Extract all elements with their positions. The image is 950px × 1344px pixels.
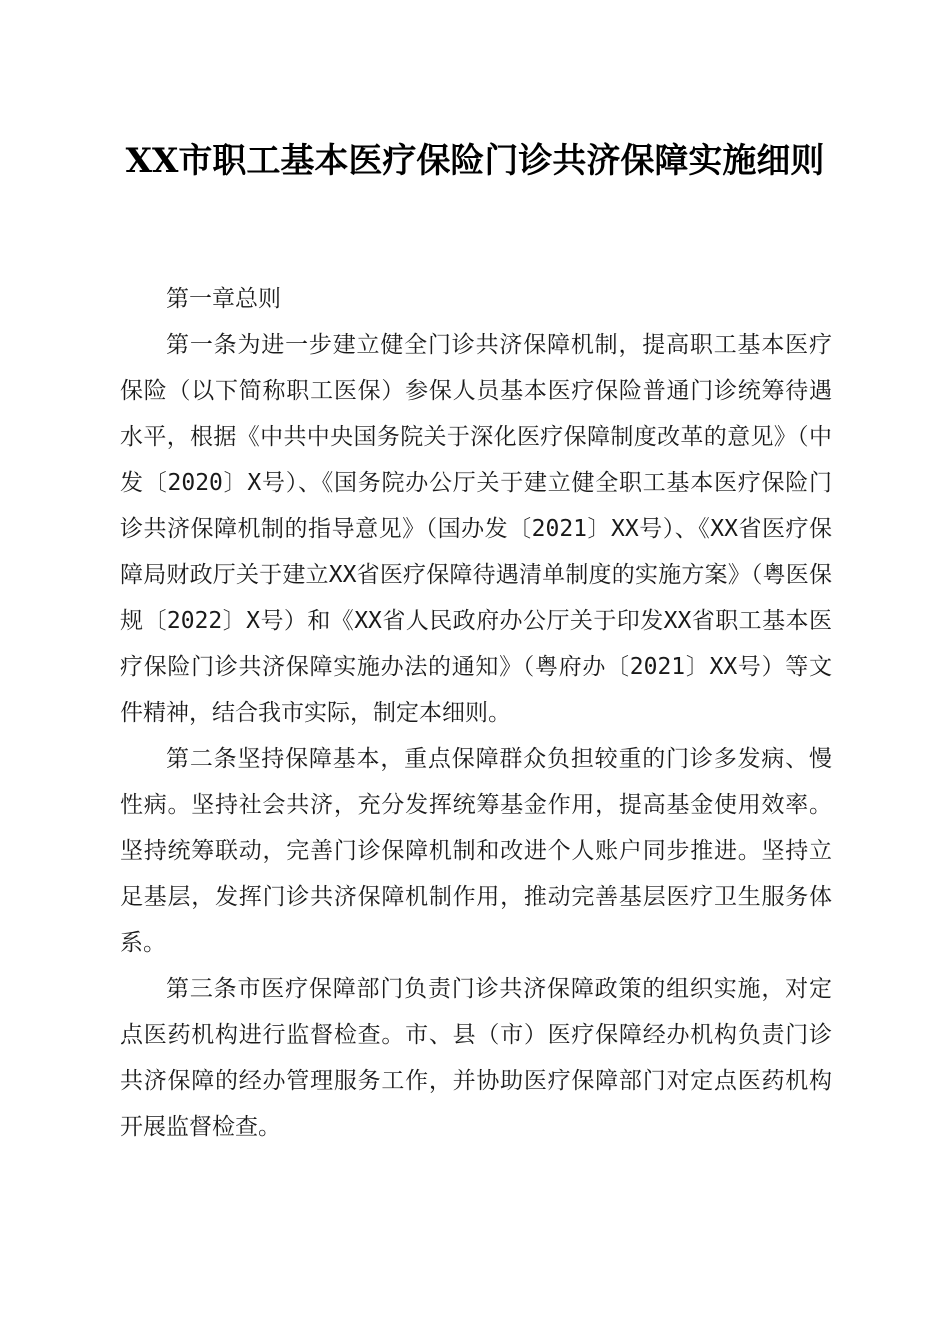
chapter-heading: 第一章总则 <box>166 286 281 312</box>
article-1-paragraph: 第一条为进一步建立健全门诊共济保障机制，提高职工基本医疗保险（以下简称职工医保）参保人员基本医疗保险普通门诊统筹待遇水平，根据《中共中央国务院关于深化医疗保障制度改革的意见》（中发〔2020〕X号）、《国务院办公厅关于建立健全职工基本医疗保险门诊共济保障机制的指导意见》（国办发〔2021〕XX号）、《XX省医疗保障局财政厅关于建立XX省医疗保障待遇清单制度的实施方案》（粤医保规〔2022〕X号）和《XX省人民政府办公厅关于印发XX省职工基本医疗保险门诊共济保障实施办法的通知》（粤府办〔2021〕XX号）等文件精神，结合我市实际，制定本细则。 <box>120 332 832 726</box>
document-body <box>120 276 832 1150</box>
document-title: XX市职工基本医疗保险门诊共济保障实施细则 <box>125 141 825 181</box>
article-3-paragraph: 第三条市医疗保障部门负责门诊共济保障政策的组织实施，对定点医药机构进行监督检查。市、县（市）医疗保障经办机构负责门诊共济保障的经办管理服务工作，并协助医疗保障部门对定点医药机构开展监督检查。 <box>120 976 832 1140</box>
article-2-paragraph: 第二条坚持保障基本，重点保障群众负担较重的门诊多发病、慢性病。坚持社会共济，充分发挥统筹基金作用，提高基金使用效率。坚持统筹联动，完善门诊保障机制和改进个人账户同步推进。坚持立足基层，发挥门诊共济保障机制作用，推动完善基层医疗卫生服务体系。 <box>120 746 832 956</box>
